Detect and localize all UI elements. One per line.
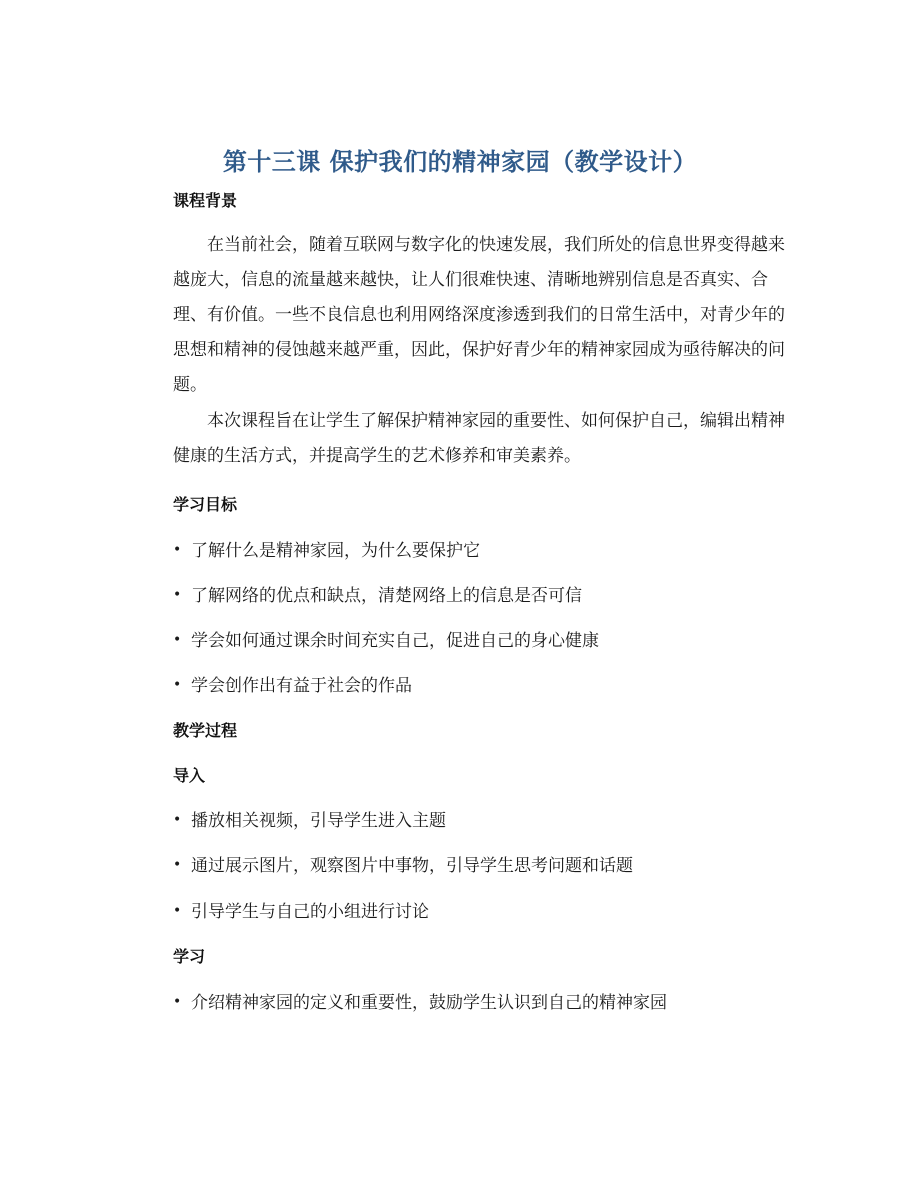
bullet-icon: •: [173, 632, 182, 648]
list-item-text: 学会创作出有益于社会的作品: [191, 676, 412, 696]
subsection-heading-intro: 导入: [173, 766, 206, 785]
list-item: [173, 851, 633, 876]
bullet-icon: •: [173, 903, 182, 919]
list-item: [173, 581, 582, 606]
list-item: [173, 897, 429, 922]
bullet-icon: •: [173, 812, 182, 828]
list-item-text: 播放相关视频，引导学生进入主题: [191, 811, 446, 831]
background-paragraph-2: [173, 404, 793, 474]
list-item: [173, 806, 446, 831]
page-title: 第十三课 保护我们的精神家园（教学设计）: [222, 147, 698, 176]
list-item-text: 介绍精神家园的定义和重要性，鼓励学生认识到自己的精神家园: [191, 993, 667, 1013]
bullet-icon: •: [173, 677, 182, 693]
section-heading-process: 教学过程: [173, 721, 238, 740]
list-item: [173, 536, 480, 561]
list-item-text: 了解网络的优点和缺点，清楚网络上的信息是否可信: [191, 586, 582, 606]
background-paragraph-1-text: 在当前社会，随着互联网与数字化的快速发展，我们所处的信息世界变得越来越庞大，信息的流量越来越快，让人们很难快速、清晰地辨别信息是否真实、合理、有价值。一些不良信息也利用网络深度渗透到我们的日常生活中，对青少年的思想和精神的侵蚀越来越严重，因此，保护好青少年的精神家园成为亟待解决的问题。: [173, 235, 785, 395]
list-item-text: 引导学生与自己的小组进行讨论: [191, 902, 429, 922]
list-item-text: 通过展示图片，观察图片中事物，引导学生思考问题和话题: [191, 856, 633, 876]
subsection-heading-study: 学习: [173, 947, 206, 966]
section-heading-background: 课程背景: [173, 191, 238, 210]
section-heading-goals: 学习目标: [173, 495, 238, 514]
list-item: [173, 671, 412, 696]
list-item-text: 学会如何通过课余时间充实自己，促进自己的身心健康: [191, 631, 599, 651]
bullet-icon: •: [173, 587, 182, 603]
background-paragraph-2-text: 本次课程旨在让学生了解保护精神家园的重要性、如何保护自己，编辑出精神健康的生活方式，并提高学生的艺术修养和审美素养。: [173, 411, 785, 466]
bullet-icon: •: [173, 857, 182, 873]
bullet-icon: •: [173, 994, 182, 1010]
list-item: [173, 988, 667, 1013]
bullet-icon: •: [173, 542, 182, 558]
background-paragraph-1: [173, 228, 793, 403]
list-item-text: 了解什么是精神家园，为什么要保护它: [191, 541, 480, 561]
list-item: [173, 626, 599, 651]
